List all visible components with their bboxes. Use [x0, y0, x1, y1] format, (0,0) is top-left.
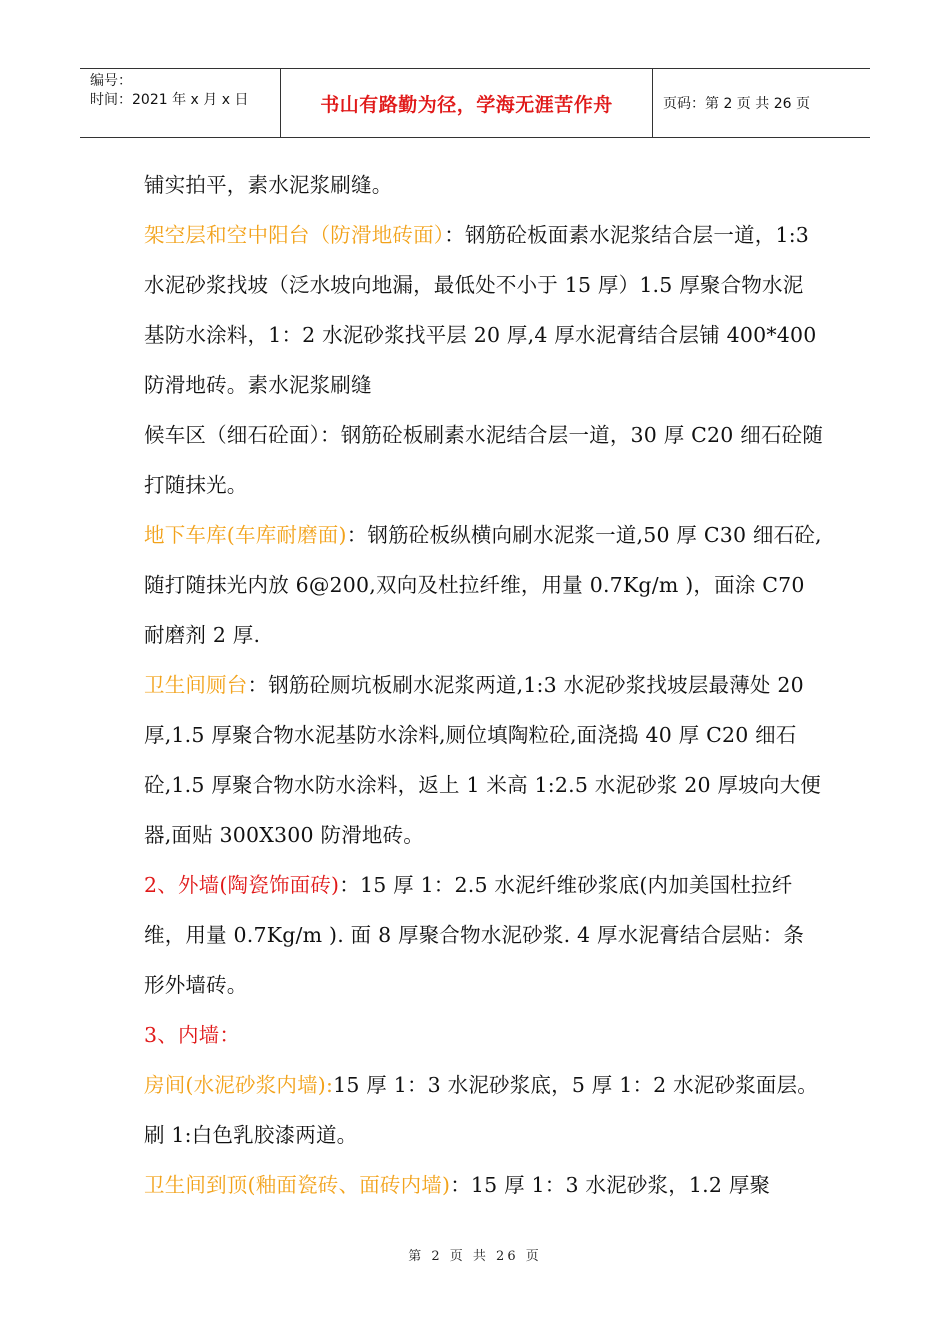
body-paragraph — [144, 1010, 824, 1060]
header-meta — [80, 69, 281, 137]
paragraph-text: ：15 厚 1：3 水泥砂浆，1.2 厚聚 — [450, 1173, 771, 1197]
paragraph-heading: 3、内墙： — [144, 1023, 241, 1047]
body-paragraph — [144, 1060, 824, 1160]
body-paragraph — [144, 660, 824, 860]
paragraph-text: ：钢筋砼厕坑板刷水泥浆两道,1:3 水泥砂浆找坡层最薄处 20 厚,1.5 厚聚合物水泥基防水涂料,厕位填陶粒砼,面浇捣 40 厚 C20 细石砼,1.5 厚聚合物水防水涂料，返上 1 米高 1:2.5 水泥砂浆 20 厚坡向大便器,面贴 300X300 防滑地砖。 — [144, 673, 822, 847]
paragraph-text: ：钢筋砼板面素水泥浆结合层一道，1:3 水泥砂浆找坡（泛水坡向地漏，最低处不小于 15 厚）1.5 厚聚合物水泥基防水涂料，1：2 水泥砂浆找平层 20 厚,4 厚水泥膏结合层铺 400*400 防滑地砖。素水泥浆刷缝 — [144, 223, 817, 397]
body-paragraph — [144, 1160, 824, 1210]
paragraph-heading: 架空层和空中阳台（防滑地砖面） — [144, 223, 445, 247]
paragraph-heading: 2、外墙(陶瓷饰面砖) — [144, 873, 340, 897]
paragraph-text: 候车区（细石砼面）：钢筋砼板刷素水泥结合层一道，30 厚 C20 细石砼随打随抹光。 — [144, 423, 824, 497]
paragraph-text: ：15 厚 1：2.5 水泥纤维砂浆底(内加美国杜拉纤维，用量 0.7Kg/m ). 面 8 厚聚合物水泥砂浆. 4 厚水泥膏结合层贴：条形外墙砖。 — [144, 873, 805, 997]
document-body — [144, 160, 824, 1210]
body-paragraph — [144, 860, 824, 1010]
document-time-label: 时间：2021 年 x 月 x 日 — [90, 92, 249, 108]
body-paragraph — [144, 160, 824, 210]
page-footer: 第 2 页 共 26 页 — [408, 1249, 542, 1264]
paragraph-heading: 卫生间到顶(釉面瓷砖、面砖内墙) — [144, 1173, 451, 1197]
paragraph-text: ：钢筋砼板纵横向刷水泥浆一道,50 厚 C30 细石砼,随打随抹光内放 6@200,双向及杜拉纤维，用量 0.7Kg/m )，面涂 C70 耐磨剂 2 厚. — [144, 523, 822, 647]
paragraph-heading: 地下车库(车库耐磨面) — [144, 523, 347, 547]
paragraph-text: 铺实拍平，素水泥浆刷缝。 — [144, 173, 393, 197]
paragraph-heading: 卫生间厕台 — [144, 673, 248, 697]
body-paragraph — [144, 510, 824, 660]
paragraph-heading: 房间(水泥砂浆内墙): — [144, 1073, 334, 1097]
body-paragraph — [144, 410, 824, 510]
page-header — [80, 68, 870, 138]
paragraph-text: 15 厚 1：3 水泥砂浆底，5 厚 1：2 水泥砂浆面层。刷 1:白色乳胶漆两道。 — [144, 1073, 819, 1147]
document-number-label: 编号： — [90, 73, 132, 89]
body-paragraph — [144, 210, 824, 410]
header-page-info: 页码：第 2 页 共 26 页 — [663, 96, 810, 112]
header-motto: 书山有路勤为径，学海无涯苦作舟 — [281, 69, 653, 137]
